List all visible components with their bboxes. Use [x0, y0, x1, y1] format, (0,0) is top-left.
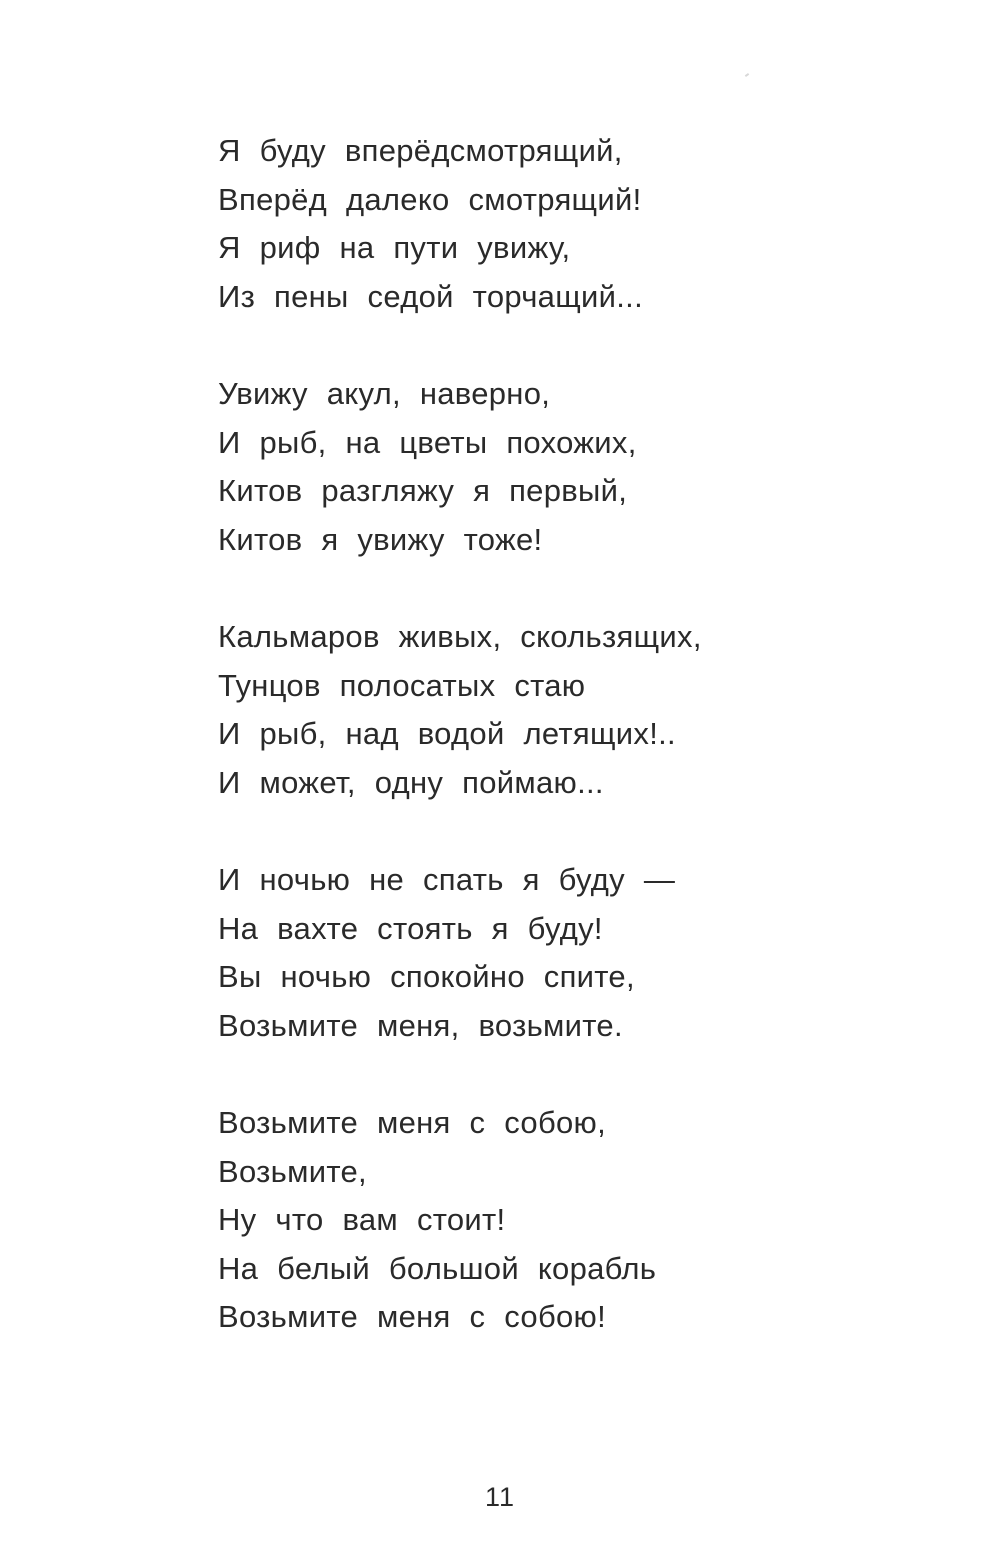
poem-line: И рыб, на цветы похожих,: [218, 424, 637, 460]
poem-line: И ночью не спать я буду —: [218, 862, 676, 897]
poem-line: Из пены седой торчащий...: [218, 278, 643, 314]
poem-line: Кальмаров живых, скользящих,: [218, 619, 702, 654]
poem-line: Китов разгляжу я первый,: [218, 473, 628, 508]
poem-line: Я риф на пути увижу,: [218, 230, 571, 265]
poem-line: Вперёд далеко смотрящий!: [218, 181, 642, 217]
stanza-4: [218, 856, 938, 1050]
poem-line: Возьмите меня с собою!: [218, 1299, 606, 1334]
poem-line: Возьмите меня, возьмите.: [218, 1007, 623, 1043]
poem-line: На белый большой корабль: [218, 1250, 657, 1286]
poem-line: И может, одну поймаю...: [218, 764, 604, 800]
print-speck: [745, 73, 749, 77]
poem-line: И рыб, над водой летящих!..: [218, 716, 676, 751]
poem-line: Я буду вперёдсмотрящий,: [218, 133, 623, 168]
page-number: 11: [484, 1482, 516, 1512]
poem-line: Возьмите,: [218, 1153, 367, 1189]
poem-line: Вы ночью спокойно спите,: [218, 959, 635, 994]
stanza-5: [218, 1099, 938, 1342]
stanza-3: [218, 613, 938, 807]
poem-line: Тунцов полосатых стаю: [218, 667, 586, 703]
poem-line: Увижу акул, наверно,: [218, 376, 551, 411]
poem-line: Ну что вам стоит!: [218, 1202, 506, 1237]
poem-line: Возьмите меня с собою,: [218, 1105, 606, 1140]
stanza-2: [218, 370, 938, 564]
stanza-1: [218, 127, 938, 321]
poem-line: На вахте стоять я буду!: [218, 910, 603, 946]
poem-line: Китов я увижу тоже!: [218, 521, 543, 557]
poem: [218, 127, 938, 1342]
